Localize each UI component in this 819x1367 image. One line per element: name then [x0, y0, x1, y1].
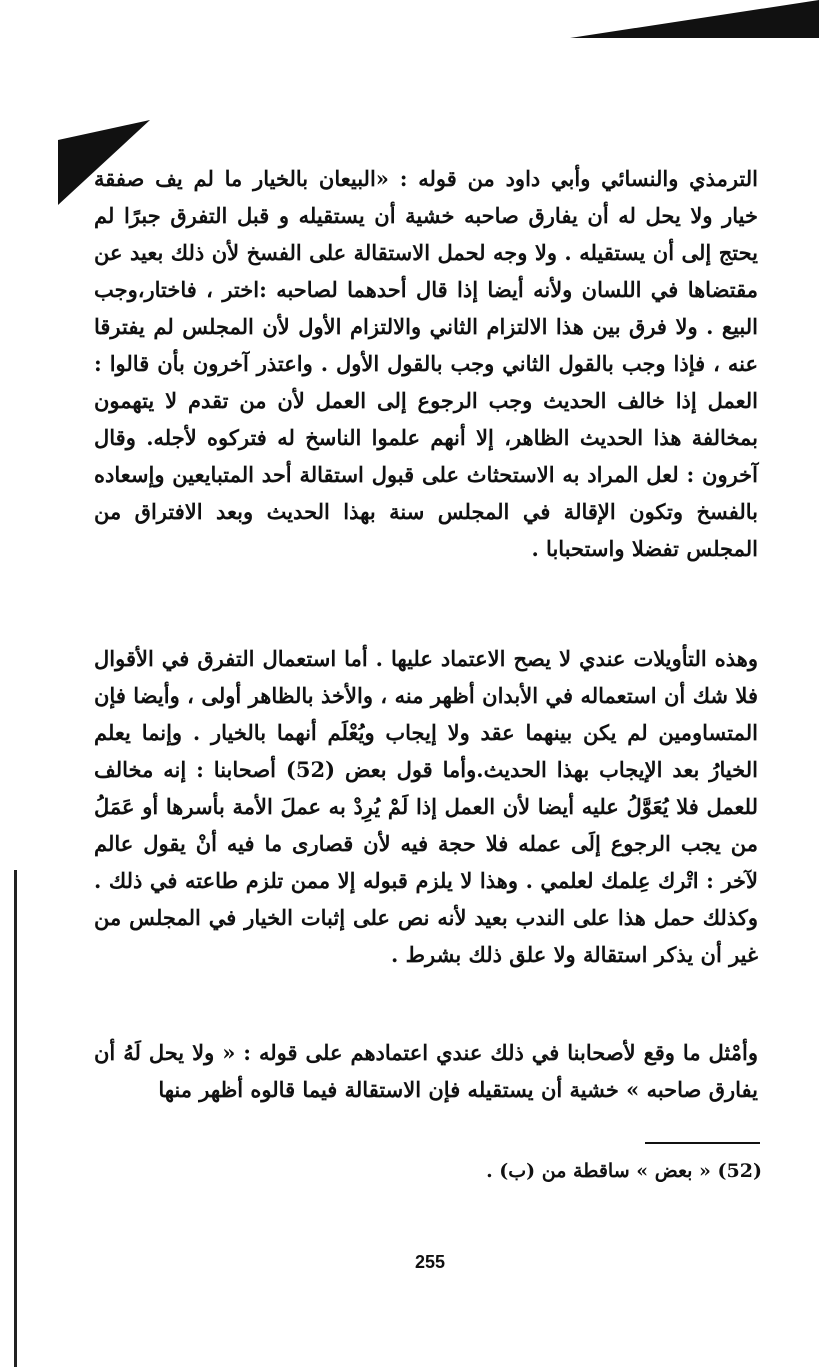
- paragraph-text: وهذه التأويلات عندي لا يصح الاعتماد عليها . أما استعمال التفرق في الأقوال فلا شك أن استعماله في الأبدان أظهر منه ، والأخذ بالظاهر أولى ، وأيضا فإن المتساومين لم يكن بينهما عقد ولا إيجاب ويُعْلَم أنهما بالخيار . وإنما يعلم الخيارُ بعد الإيجاب بهذا الحديث.وأما قول بعض (52) أصحابنا : إنه مخالف للعمل فلا يُعَوَّلُ عليه أيضا لأن العمل إذا لَمْ يُرِدْ به عملَ الأمة بأسرها أو عَمَلُ من يجب الرجوع إلَى عمله فلا حجة فيه لأن قصارى ما فيه أنْ يقول عالم لآخر : اتْرك عِلمك لعلمي . وهذا لا يلزم قبوله إلا ممن تلزم طاعته في ذلك . وكذلك حمل هذا على الندب بعيد لأنه نص على إثبات الخيار في المجلس من غير أن يذكر استقالة ولا علق ذلك بشرط .: [94, 646, 758, 967]
- footnote: (52) « بعض » ساقطة من (ب) .: [486, 1160, 762, 1182]
- body-paragraph-3: [94, 1034, 758, 1108]
- body-paragraph-2: [94, 640, 758, 973]
- scan-edge-line: [14, 870, 17, 1367]
- page-number: 255: [414, 1252, 446, 1272]
- paragraph-text: وأمْثل ما وقع لأصحابنا في ذلك عندي اعتمادهم على قوله : « ولا يحل لَهُ أن يفارق صاحبه » خشية أن يستقيله فإن الاستقالة فيما قالوه أظهر منها: [94, 1040, 758, 1102]
- paragraph-text: الترمذي والنسائي وأبي داود من قوله : «البيعان بالخيار ما لم يف صفقة خيار ولا يحل له أن يفارق صاحبه خشية أن يستقيله و قبل التفرق جبرًا لم يحتج إلى أن يستقيله . ولا وجه لحمل الاستقالة على الفسخ لأن ذلك بعيد عن مقتضاها في اللسان ولأنه أيضا إذا قال أحدهما لصاحبه :اختر ، فاختار،وجب البيع . ولا فرق بين هذا الالتزام الثاني والالتزام الأول لأن المجلس لم يفترقا عنه ، فإذا وجب بالقول الثاني وجب بالقول الأول . واعتذر آخرون بأن قالوا : العمل إذا خالف الحديث وجب الرجوع إلى العمل لأن من تقدم لا يتهمون بمخالفة هذا الحديث الظاهر، إلا أنهم علموا الناسخ له فتركوه لأجله. وقال آخرون : لعل المراد به الاستحثاث على قبول استقالة أحد المتبايعين وإسعاده بالفسخ وتكون الإقالة في المجلس سنة بهذا الحديث وبعد الافتراق من المجلس تفضلا واستحبابا .: [94, 166, 758, 561]
- footnote-separator: [645, 1142, 760, 1144]
- body-paragraph-1: [94, 160, 758, 567]
